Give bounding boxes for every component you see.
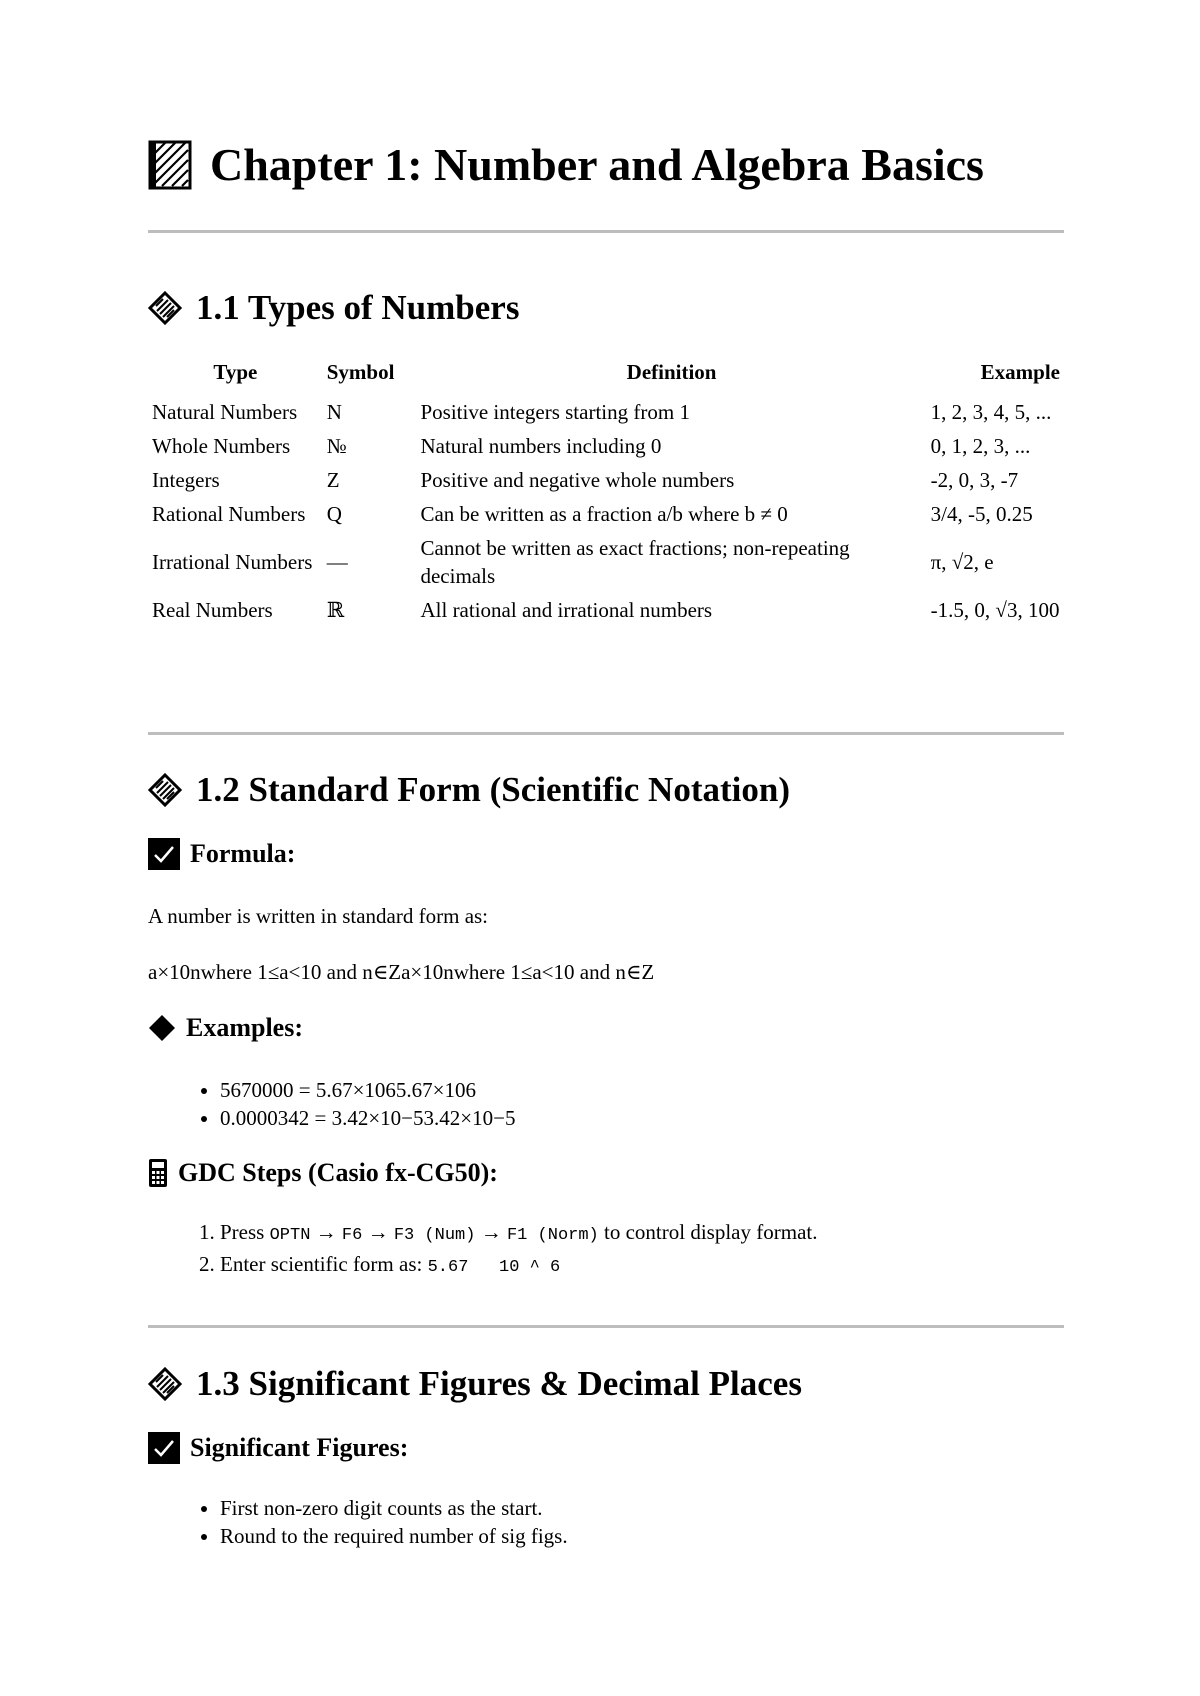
book-icon [148,140,192,190]
cell-example: 1, 2, 3, 4, 5, ... [930,400,1052,424]
cell-symbol: ℝ [326,598,345,622]
table-row [148,395,1064,429]
table-row [148,463,1064,497]
arrow-text: → [475,1220,507,1244]
list-item: • 0.0000342 = 3.42×10−53.42×10−5 [220,1104,515,1132]
table-row [148,593,1064,627]
formula-heading-label: Formula: [190,839,296,868]
key-code: F6 [341,1226,363,1245]
column-header-type: Type [213,360,258,384]
cell-example: 3/4, -5, 0.25 [930,502,1033,526]
gdc-heading-label: GDC Steps (Casio fx-CG50): [178,1158,498,1187]
list-item: • Round to the required number of sig figs. [220,1522,568,1550]
diamond-icon [148,1367,182,1401]
cell-symbol: № [326,434,347,458]
cell-type: Real Numbers [152,598,273,622]
sig-figs-list [148,1494,568,1550]
section-heading-sig-figs [148,1366,802,1401]
cell-type: Whole Numbers [152,434,291,458]
examples-list [148,1076,515,1132]
cell-example: -2, 0, 3, -7 [930,468,1019,492]
cell-type: Irrational Numbers [152,550,313,574]
number-types-table [148,360,1064,627]
cell-definition: Can be written as a fraction a/b where b ≠ 0 [420,502,788,526]
table-header-row [148,360,1064,395]
gdc-heading [148,1158,498,1188]
check-icon [148,838,180,870]
chapter-heading [148,140,984,190]
diamond-icon [148,773,182,807]
section-title: 1.1 Types of Numbers [196,288,520,327]
step-text: to control display format. [598,1220,818,1244]
cell-symbol: Q [326,502,342,526]
cell-type: Natural Numbers [152,400,298,424]
cell-definition: Cannot be written as exact fractions; non-repeating decimals [420,536,850,588]
list-item: • First non-zero digit counts as the start. [220,1494,568,1522]
cell-type: Integers [152,468,220,492]
calculator-icon [148,1158,168,1188]
cell-example: π, √2, e [930,550,994,574]
key-code: F1 (Norm) [506,1226,599,1245]
section-title: 1.2 Standard Form (Scientific Notation) [196,770,790,809]
section-heading-types [148,290,519,325]
chapter-title: Chapter 1: Number and Algebra Basics [210,139,984,190]
examples-heading-label: Examples: [186,1013,303,1042]
check-icon [148,1432,180,1464]
cell-definition: Positive integers starting from 1 [420,400,690,424]
divider [148,1325,1064,1328]
cell-type: Rational Numbers [152,502,306,526]
section-heading-standard-form [148,772,790,807]
step-text: Press [220,1220,270,1244]
diamond-icon [148,291,182,325]
sig-figs-heading [148,1432,408,1464]
cell-symbol: N [326,400,342,424]
list-item: • 5670000 = 5.67×1065.67×106 [220,1076,515,1104]
list-item [220,1250,817,1282]
column-header-definition: Definition [626,360,717,384]
cell-definition: Natural numbers including 0 [420,434,662,458]
divider [148,732,1064,735]
formula-text: a×10nwhere 1≤a<10 and n∈Za×10nwhere 1≤a<10 and n∈Z [148,960,655,984]
arrow-text: → [310,1220,342,1244]
gdc-steps-list [148,1218,817,1282]
examples-heading [148,1014,303,1042]
key-code: F3 (Num) [393,1226,476,1245]
divider [148,230,1064,233]
formula-heading [148,838,295,870]
cell-definition: All rational and irrational numbers [420,598,713,622]
list-item [220,1218,817,1250]
cell-example: 0, 1, 2, 3, ... [930,434,1031,458]
section-title: 1.3 Significant Figures & Decimal Places [196,1364,802,1403]
formula-intro: A number is written in standard form as: [148,904,489,928]
table-row [148,497,1064,531]
step-text: Enter scientific form as: [220,1252,428,1276]
cell-symbol: — [326,550,348,574]
cell-definition: Positive and negative whole numbers [420,468,735,492]
black-diamond-icon [148,1014,176,1042]
cell-symbol: Z [326,468,340,492]
key-code: OPTN [269,1226,311,1245]
sig-figs-heading-label: Significant Figures: [190,1433,409,1462]
table-row [148,429,1064,463]
cell-example: -1.5, 0, √3, 100 [930,598,1060,622]
column-header-example: Example [980,360,1060,384]
arrow-text: → [362,1220,394,1244]
column-header-symbol: Symbol [326,360,395,384]
table-row [148,531,1064,593]
code-snippet: 5.67 10 ^ 6 [427,1258,561,1277]
